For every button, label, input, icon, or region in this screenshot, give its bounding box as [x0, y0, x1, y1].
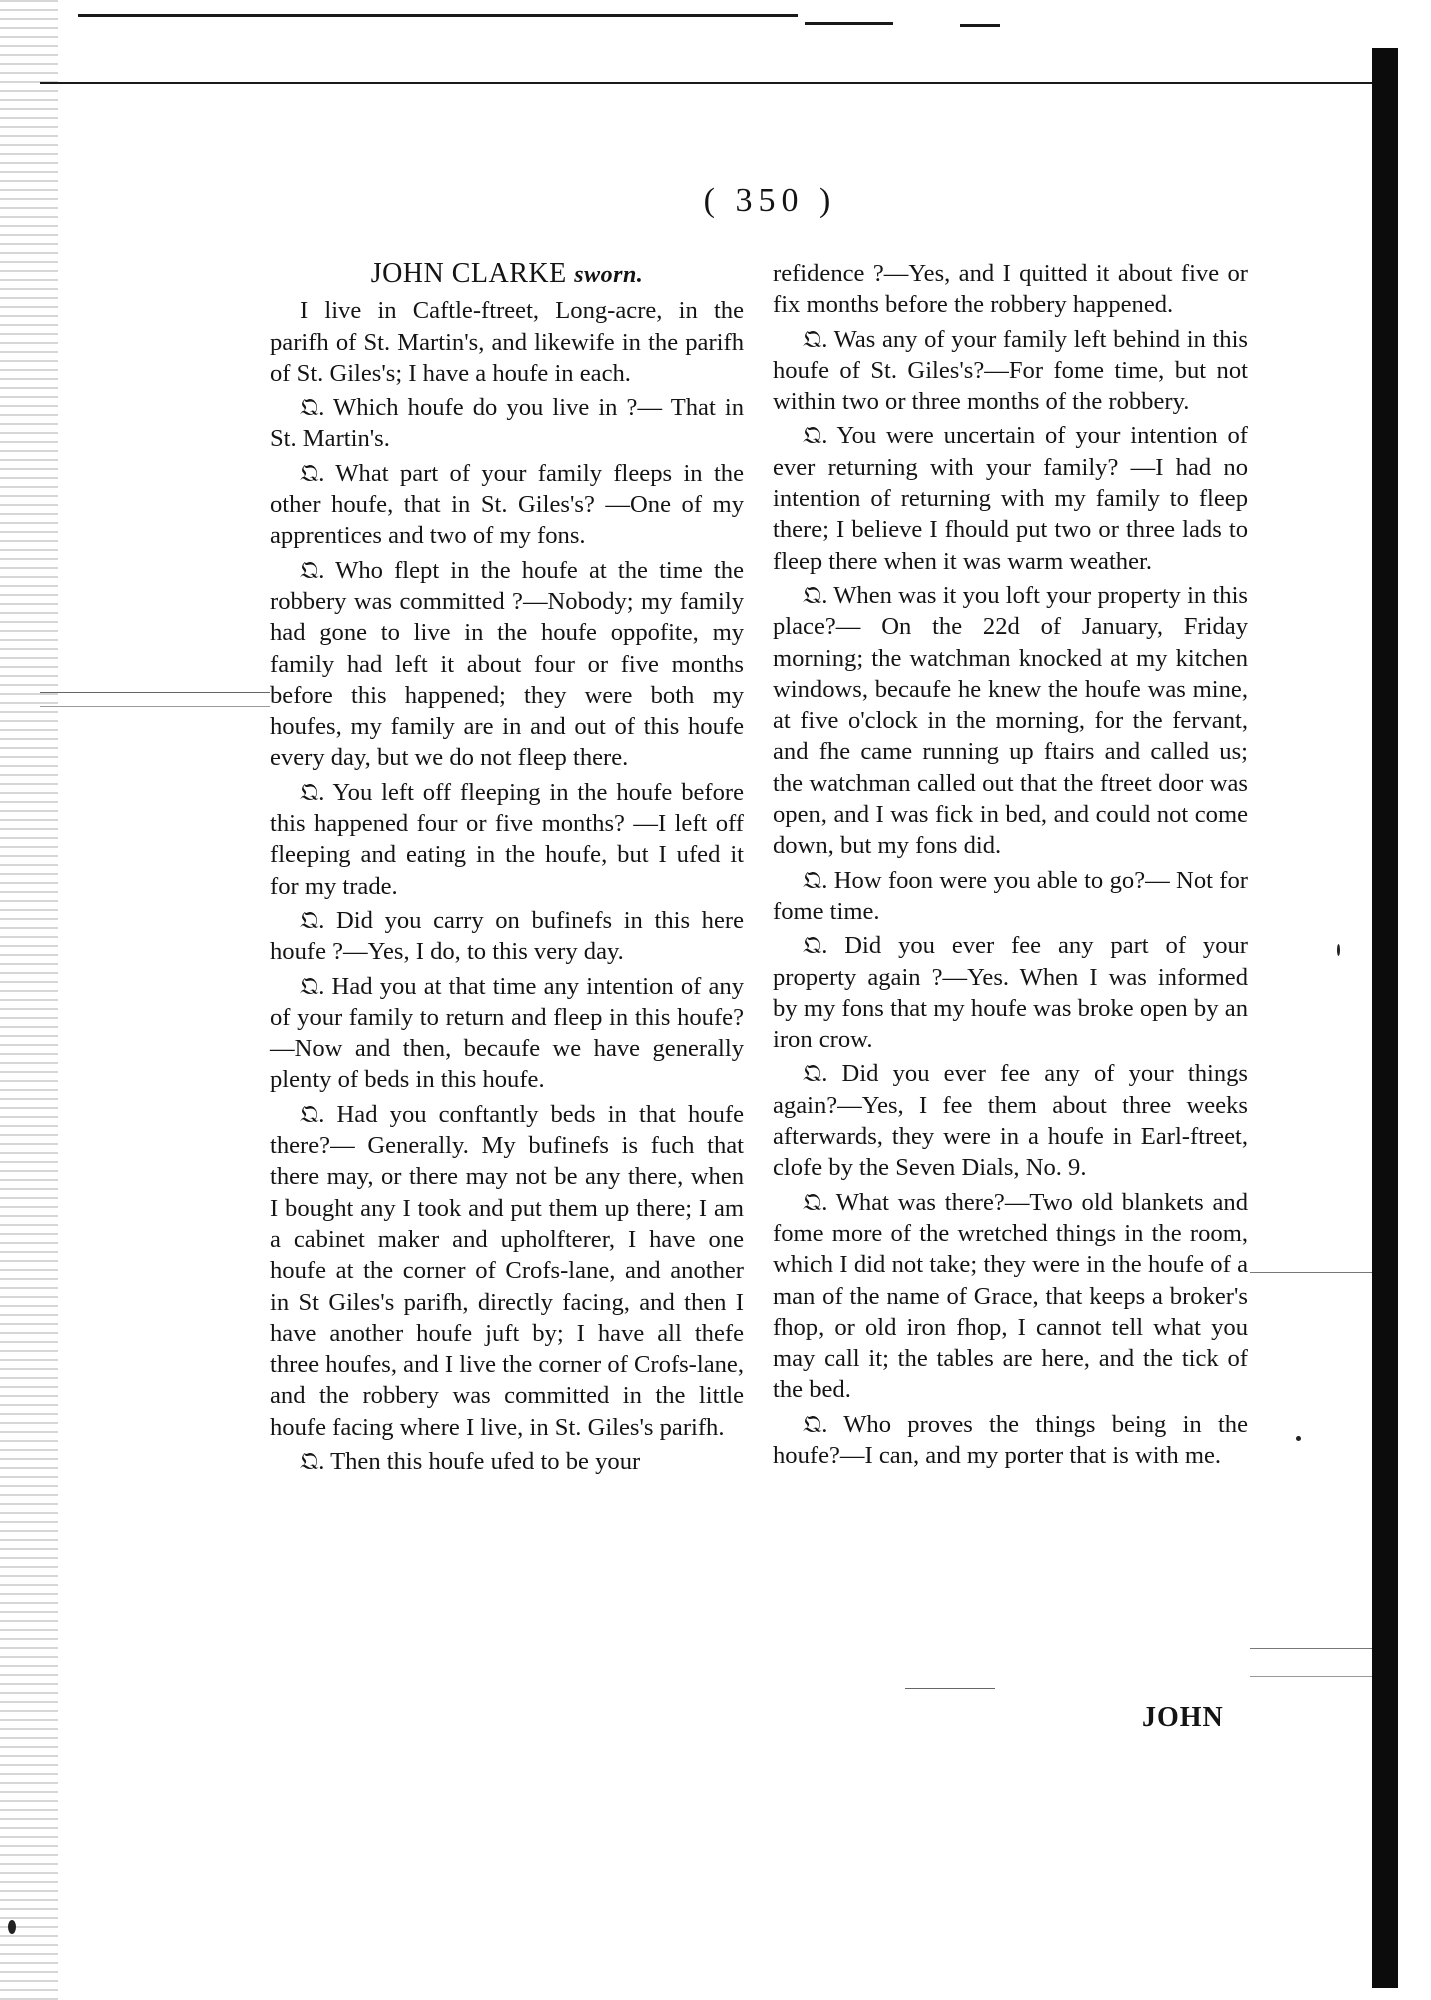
sworn-label: sworn.	[574, 262, 644, 288]
scan-speck	[8, 1920, 16, 1934]
scan-top-rule-short	[805, 22, 893, 25]
question-paragraph: 𝔔. Which houfe do you live in ?— That in St. Martin's.	[270, 394, 744, 453]
right-column	[773, 258, 1248, 1471]
left-column	[270, 258, 744, 1477]
scan-left-edge	[0, 0, 58, 2000]
question-paragraph: 𝔔. Had you conftantly beds in that houfe there?— Generally. My bufinefs is fuch that there may, or there may not be any there, when I bought any I took and put them up there; I am a cabinet maker and upholfterer, I have one houfe at the corner of Crofs-lane, and another in St Giles's parifh, directly facing, and then I have another houfe juft by; I have all thefe three houfes, and I live the corner of Crofs-lane, and the robbery was committed in the little houfe facing where I live, in St. Giles's parifh.	[270, 1100, 744, 1441]
question-paragraph: 𝔔. How foon were you able to go?— Not for fome time.	[773, 866, 1248, 925]
question-paragraph: 𝔔. You were uncertain of your intention of ever returning with your family? —I had no intention of returning with my family to fleep there; I believe I fhould put two or three lads to fleep there when it was warm weather.	[773, 422, 1248, 575]
question-paragraph: 𝔔. What part of your family fleeps in the other houfe, that in St. Giles's? —One of my apprentices and two of my fons.	[270, 459, 744, 550]
question-paragraph: 𝔔. Then this houfe ufed to be your	[300, 1447, 641, 1475]
question-paragraph: 𝔔. Did you ever fee any of your things again?—Yes, I fee them about three weeks afterwards, they were in a houfe in Earl-ftreet, clofe by the Seven Dials, No. 9.	[773, 1060, 1248, 1182]
scan-right-margin-rule	[1250, 1272, 1372, 1273]
testimony-paragraph: I live in Caftle-ftreet, Long-acre, in the parifh of St. Martin's, and likewife in the parifh of St. Giles's; I have a houfe in each.	[270, 297, 744, 387]
scan-top-rule-dash	[960, 24, 1000, 27]
scan-right-margin-rule	[1250, 1648, 1372, 1649]
witness-heading	[270, 258, 744, 291]
question-paragraph: 𝔔. Had you at that time any intention of any of your family to return and fleep in this houfe?—Now and then, becaufe we have generally plenty of beds in this houfe.	[270, 972, 744, 1094]
scan-top-rule	[78, 14, 798, 17]
question-paragraph: 𝔔. Who flept in the houfe at the time the robbery was committed ?—Nobody; my family had gone to live in the houfe oppofite, my family had left it about four or five months before this happened; they were both my houfes, my family are in and out of this houfe every day, but we do not fleep there.	[270, 556, 744, 772]
scan-speck	[1296, 1436, 1301, 1441]
question-paragraph: 𝔔. When was it you loft your property in this place?— On the 22d of January, Friday morning; the watchman knocked at my kitchen windows, becaufe he knew the houfe was mine, at five o'clock in the morning, for the fervant, and fhe came running up ftairs and called us; the watchman called out that the ftreet door was open, and I was fick in bed, and could not come down, but my fons did.	[773, 581, 1248, 860]
scan-speck	[1337, 944, 1340, 956]
scan-right-border-bar	[1372, 48, 1398, 1988]
scan-right-margin-rule	[1250, 1676, 1372, 1677]
scan-left-margin-rule	[40, 692, 270, 693]
catchword: JOHN	[1142, 1702, 1224, 1733]
scan-header-rule	[40, 82, 1372, 84]
witness-name: JOHN CLARKE	[370, 258, 567, 289]
page-number: ( 350 )	[703, 182, 837, 219]
question-paragraph: 𝔔. What was there?—Two old blankets and fome more of the wretched things in the room, which I did not take; they were in the houfe of a man of the name of Grace, that keeps a broker's fhop, or old iron fhop, I cannot tell what you may call it; the tables are here, and the tick of the bed.	[773, 1188, 1248, 1404]
question-paragraph: 𝔔. Did you ever fee any part of your property again ?—Yes. When I was informed by my fons that my houfe was broke open by an iron crow.	[773, 932, 1248, 1054]
question-paragraph: 𝔔. Did you carry on bufinefs in this here houfe ?—Yes, I do, to this very day.	[270, 906, 744, 966]
scan-left-margin-rule	[40, 706, 270, 707]
continued-paragraph: refidence ?—Yes, and I quitted it about five or fix months before the robbery happened.	[773, 260, 1248, 319]
question-paragraph: 𝔔. Who proves the things being in the houfe?—I can, and my porter that is with me.	[773, 1410, 1248, 1469]
question-paragraph: 𝔔. Was any of your family left behind in this houfe of St. Giles's?—For fome time, but not within two or three months of the robbery.	[773, 325, 1248, 416]
question-paragraph: 𝔔. You left off fleeping in the houfe before this happened four or five months? —I left off fleeping and eating in the houfe, but I ufed it for my trade.	[270, 778, 744, 900]
scan-bottom-rule	[905, 1688, 995, 1689]
